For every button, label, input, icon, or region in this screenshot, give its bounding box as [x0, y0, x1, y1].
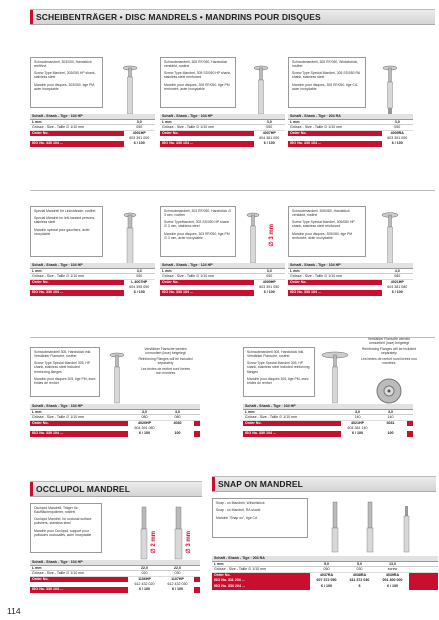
- section-header-occlupol: OCCLUPOL MANDREL: [30, 481, 202, 497]
- product-panel-4021hp-080: Schraubmandrell, 305/080, Handstück verstärkt, rostfrei Screw Type Special Mandrel, 305/080 HP shank, stainless steel reinforced Mandrin pour disques, 305/080, tige PM renforcée, acier inoxydable Schaft - Shank - Tige · 104 HP L mm 4,0 Grösse - Size - Taille ∅ 1/10 mm 080 Order No. 4021HP 604 381 080 ISO No. 330 104 ... 6 / 100: [288, 206, 413, 326]
- mandrel-image: [316, 498, 436, 554]
- section-header-snap-on: SNAP ON MANDREL: [212, 476, 436, 492]
- mandrel-image: [368, 206, 413, 266]
- product-panel-occlupol: Occlupol Mandrell, Träger für Kaufflächenpolierer, rostfrei Occlupol Mandrel, for occlusal surface polishers, stainless steel Mandrin pour Occlupol, support pour polissoirs occlusales, acier inoxydable ∅ 2 mm ∅ 3 mm Schaft - Shank - Tige · 104 HP L mm 22,0 22,0 Grösse - Size - Taille ∅ 1/10 mm 020 030 Order No. 1106HP 1107HP 612 432 020 612 432 030 ISO No. 330 104 ... 6 / 100 6 / 100: [30, 503, 205, 608]
- mandrel-image: [238, 57, 285, 117]
- flange-disc-image: [375, 377, 403, 405]
- product-panel-4005ra: Schraubmandrell, 305 RF/050, Winkelstück, rostfrei Screw Type Special Mandrel, 305 SS/050 RA shank, stainless steel Mandrin pour disques, 305 RF/050, tige CA, acier inoxydable Schaft - Shank - Tige · 204 RA L mm 3,0 Grösse - Size - Taille ∅ 1/10 mm 050 Order No. 4005RA 603 391 050 ISO No. 330 104 ... 6 / 100: [288, 57, 413, 177]
- product-panel-l4007hp: Spezial Mandrell für Linkshänder, rostfrei Special Mandrel for left-handed persons, stainless steel Mandrin spécial pour gauchers, acier inoxydable Schaft - Shank - Tige · 104 HP L mm 3,0 Grösse - Size - Taille ∅ 1/10 mm 050 Order No. L 4007HP 604 395 050 ISO No. 330 104 ... 6 / 100: [30, 206, 155, 326]
- diameter-label: ∅ 3 mm: [269, 224, 275, 247]
- page-number: 114: [7, 606, 21, 616]
- mandrel-image: [105, 206, 155, 266]
- mandrel-image: [102, 347, 132, 405]
- section-header-disc-mandrels: SCHEIBENTRÄGER • DISC MANDRELS • MANDRINS POUR DISQUES: [30, 9, 435, 25]
- product-panel-snap-on: Snap - on Mandrell, Winkelstück Snap - on Mandrel, RA shank Mandrin "Snap on", tige CA Schaft - Shank - Tige · 204 RA L mm 5,0 5,0 13,0 Grösse - Size - Taille ∅ 1/10 mm 050 030 screw Order No. 4037RA 4038RA 4039RA ISO No. 311 204 ... 607 372 050 611 372 030 001 300 000 ISO No. 330 204 ... 6 / 100 6 6 / 100: [212, 498, 438, 608]
- mandrel-image: [368, 57, 413, 117]
- mandrel-image: [317, 347, 353, 405]
- mandrel-image: [105, 57, 155, 117]
- diameter-label: ∅ 2 mm: [151, 531, 157, 554]
- product-panel-4001hp: Schraubmandrell, 303/050, Handstück reefthrvl Screw Type Mandrel, 303/050 HP shank, stainless steel Mandrin pour disques, 303/050, tige PM, acier inoxydable Schaft - Shank - Tige · 104 HP L mm 3,0 Grösse - Size - Taille ∅ 1/10 mm 050 Order No. 4001HP 603 391 000 ISO No. 330 104 ... 6 / 100: [30, 57, 155, 177]
- product-panel-4009hp: Schraubmandrell, 303 RF/050, Handstück ∅ 3 mm, rostfrei Screw TypeMandrel, 303 SS/050 HP shank ∅ 3 mm, stainless steel Mandrin pour disques, 303 RF/050, tige PM ∅ 3 mm, acier inoxydable ∅ 3 mm Schaft - Shank - Tige · 124 HP L mm 3,0 Grösse - Size - Taille ∅ 1/10 mm 050 Order No. 4009HP 603 391 050 ISO No. 330 104 ... 6 / 100: [160, 206, 285, 326]
- mandrel-image: [238, 206, 268, 266]
- product-panel-4021hp-140: Schraubmandrell 305, Handstück inkl. Verstärker Flansche, rostfrei Screw Type Special Mandrel 305, HP shank, stainless steel included reinforcing flanges Mandrin pour disques 305, tige PM, avec brides de renfort Verstärker Flansche werden unmontiert (lose) beigelegt Reinforcing Flanges will be included separately Les brides de renfort sont livrées non montées Schaft - Shank - Tige · 104 HP L mm 3,0 3,0 Grösse - Size - Taille ∅ 1/10 mm 140 140 Order No. 4021HP 4031 604 381 140 ISO No. 330 104 ... 6 / 100 100: [245, 337, 417, 436]
- diameter-label: ∅ 3 mm: [186, 531, 192, 554]
- product-panel-4020hp: Schraubmandrell 305, Handstück inkl. Verstärker Flansche, rostfrei Screw Type Special Mandrel 305, HP shank, stainless steel included reinforcing flanges Mandrin pour disques 305, tige PM, avec brides de renfort Verstärker Flansche werden unmontiert (lose) beigelegt Reinforcing Flanges will be included separately Les brides de renfort sont livrées non montées Schaft - Shank - Tige · 104 HP L mm 3,0 3,0 Grösse - Size - Taille ∅ 1/10 mm 080 080 Order No. 4020HP 4030 604 391 080 ISO No. 330 104 ... 6 / 100 100: [30, 347, 230, 457]
- product-panel-4007hp: Schraubmandrell, 305 RF/050, Handstück verstärkt, rostfrei Screw Type Mandrel, 305 SS/050 HP shank, stainless steel reinforced Mandrin pour disques, 305 RF/050, tige PM renforcée, acier inoxydable Schaft - Shank - Tige · 104 HP L mm 3,0 Grösse - Size - Taille ∅ 1/10 mm 050 Order No. 4007HP 604 381 050 ISO No. 330 104 ... 6 / 100: [160, 57, 285, 177]
